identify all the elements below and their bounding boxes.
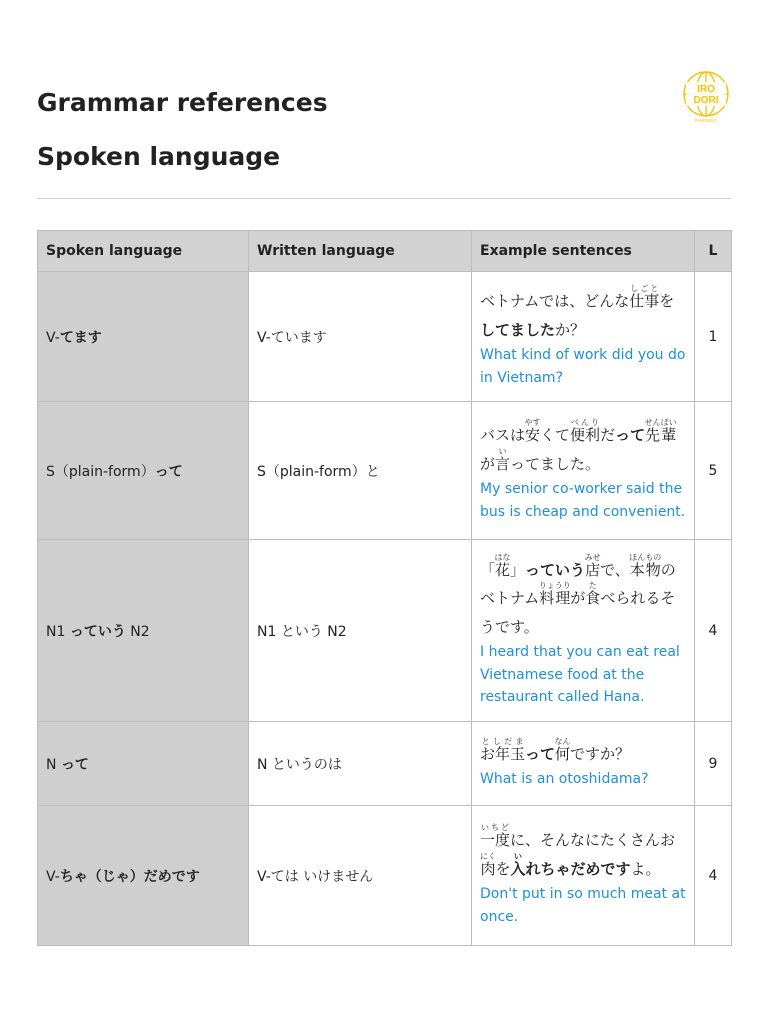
example-cell <box>472 272 695 402</box>
lesson-cell: 1 <box>695 272 732 402</box>
spoken-form-cell: N って <box>38 722 249 806</box>
example-cell <box>472 806 695 946</box>
example-cell <box>472 540 695 722</box>
table-header-row <box>38 231 732 272</box>
example-jp: ベトナムでは、どんな仕事しごとをしてましたか？ <box>480 284 675 339</box>
example-cell <box>472 722 695 806</box>
logo-text-bottom: DORI <box>693 95 719 106</box>
table-row <box>38 722 732 806</box>
lesson-cell: 5 <box>695 402 732 540</box>
logo-text-top: IRO <box>697 84 715 95</box>
col-header-examples: Example sentences <box>472 231 695 272</box>
irodori-logo <box>678 68 734 124</box>
spoken-form-cell: V-てます <box>38 272 249 402</box>
example-en: What kind of work did you do in Vietnam? <box>480 347 686 386</box>
header-divider <box>37 198 731 199</box>
col-header-spoken: Spoken language <box>38 231 249 272</box>
table-row <box>38 540 732 722</box>
written-form-cell: S（plain-form）と <box>249 402 472 540</box>
table-row <box>38 272 732 402</box>
example-jp: 一度いちどに、そんなにたくさんお肉にくを入いれちゃだめですよ。 <box>480 823 676 878</box>
example-jp: 「花はな」っていう店みせで、本物ほんもののベトナム料理りょうりが食たべられるそうです。 <box>480 552 676 636</box>
example-cell <box>472 402 695 540</box>
lesson-cell: 4 <box>695 806 732 946</box>
logo-caption: NIHONGO <box>695 118 717 123</box>
col-header-lesson: L <box>695 231 732 272</box>
written-form-cell: N1 という N2 <box>249 540 472 722</box>
lesson-cell: 9 <box>695 722 732 806</box>
page-title: Grammar references <box>37 88 328 117</box>
written-form-cell: N というのは <box>249 722 472 806</box>
spoken-form-cell: N1 っていう N2 <box>38 540 249 722</box>
written-form-cell: V-ては いけません <box>249 806 472 946</box>
table-row <box>38 806 732 946</box>
example-jp: バスは安やすくて便利べんりだって先輩せんぱいが言いってました。 <box>480 418 677 473</box>
table-row <box>38 402 732 540</box>
example-en: Don't put in so much meat at once. <box>480 886 686 925</box>
col-header-written: Written language <box>249 231 472 272</box>
example-jp: お年玉としだまって何なんですか？ <box>480 736 631 763</box>
spoken-form-cell: S（plain-form）って <box>38 402 249 540</box>
lesson-cell: 4 <box>695 540 732 722</box>
grammar-table <box>37 230 732 946</box>
example-en: What is an otoshidama? <box>480 771 649 788</box>
example-en: I heard that you can eat real Vietnamese food at the restaurant called Hana. <box>480 644 680 705</box>
spoken-form-cell: V-ちゃ（じゃ）だめです <box>38 806 249 946</box>
written-form-cell: V-ています <box>249 272 472 402</box>
page-subtitle: Spoken language <box>37 142 281 171</box>
example-en: My senior co-worker said the bus is cheap and convenient. <box>480 481 686 520</box>
